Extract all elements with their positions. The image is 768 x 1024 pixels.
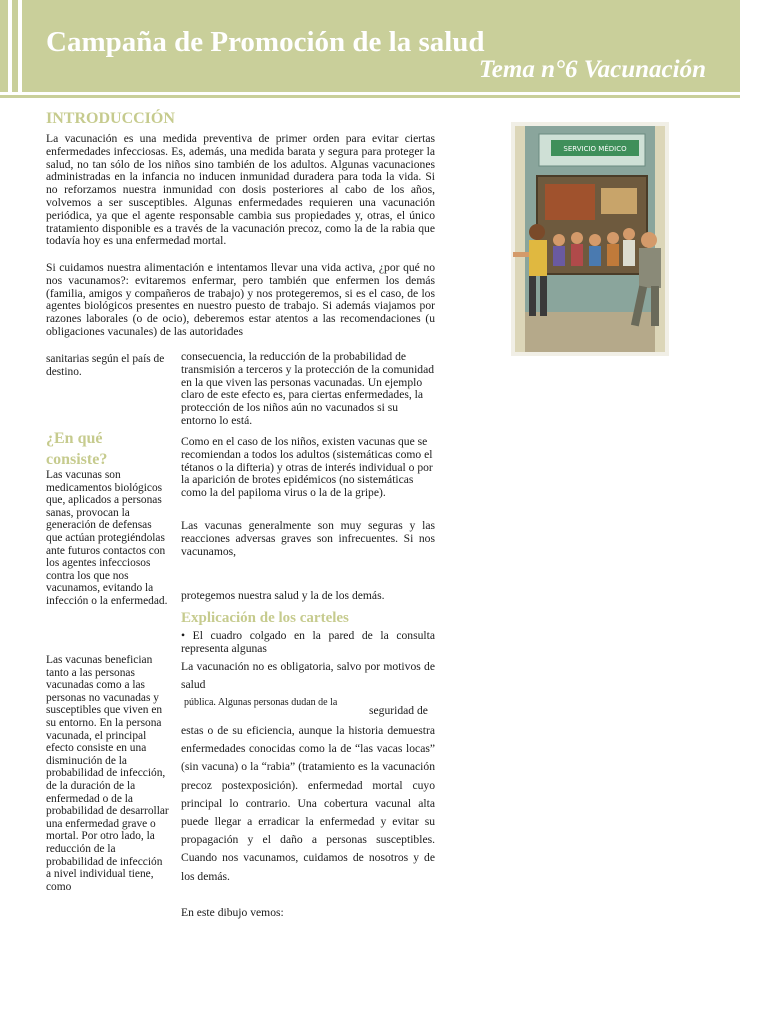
section-heading-consiste: ¿En qué consiste? <box>46 430 108 468</box>
clinic-illustration <box>511 122 669 356</box>
intro-heading: INTRODUCCIÓN <box>46 110 175 127</box>
banner-stripe <box>18 0 22 92</box>
left-column-paragraph: Las vacunas son medicamentos biológicos que, aplicados a personas sanas, provocan la generación de defensas que actúan protegiéndolas ante futuros contactos con los agentes infecciosos contra los que nos vacunamos, evitando la infección o la enfermedad. <box>46 469 168 607</box>
right-column-fragment: seguridad de <box>369 704 428 717</box>
intro-paragraph: La vacunación es una medida preventiva de primer orden para evitar ciertas enfermedades infecciosas. Es, además, una medida barata y segura para proteger la salud, no tan sólo de los niños sino también de los adultos. Algunas vacunaciones administradas en la infancia no inducen inmunidad duradera para toda la vida. Si no reforzamos nuestra inmunidad con dosis posteriores al cabo de los años, volvemos a ser susceptibles. Algunas enfermedades requieren una vacunación periódica, ya que el agente responsable cambia sus propiedades y, otras, el único tratamiento disponible es a través de la vacunación precoz, como la de la rabia que todavía hoy es una enfermedad mortal. <box>46 132 435 248</box>
intro-paragraph: Si cuidamos nuestra alimentación e intentamos llevar una vida activa, ¿por qué no nos vacunamos?: evitaremos enfermar, pero también que enfermen los demás (familia, amigos y compañeros de trabajo) y nos protegeremos, si es el caso, de los agentes biológicos presentes en nuestro puesto de trabajo. Si además viajamos por razones laborales (o de ocio), deberemos estar atentos a las recomendaciones (u obligaciones vacunales) de las autoridades <box>46 261 435 338</box>
right-column-paragraph: protegemos nuestra salud y la de los demás. <box>181 589 385 602</box>
left-column-paragraph: sanitarias según el país de destino. <box>46 353 165 378</box>
banner-stripe <box>8 0 12 92</box>
section-heading-carteles: Explicación de los carteles <box>181 610 349 626</box>
right-column-paragraph: Como en el caso de los niños, existen vacunas que se recomiendan a todos los adultos (sistemáticas como el tétanos o la difteria) y otras de interés individual o por la aparición de brotes epidémicos (no sistemáticas como la del papiloma virus o la de la gripe). <box>181 435 433 500</box>
right-column-paragraph: Las vacunas generalmente son muy seguras y las reacciones adversas graves son infrecuentes. Si nos vacunamos, <box>181 519 435 558</box>
page-subtitle: Tema n°6 Vacunación <box>478 56 706 83</box>
right-column-paragraph: En este dibujo vemos: <box>181 906 284 919</box>
right-column-fragment: pública. Algunas personas dudan de la <box>184 697 338 708</box>
right-column-paragraph: La vacunación no es obligatoria, salvo por motivos de salud <box>181 660 435 691</box>
header-banner <box>0 0 740 92</box>
right-column-paragraph: consecuencia, la reducción de la probabilidad de transmisión a terceros y la protección de la comunidad en la que viven las personas vacunadas. Un ejemplo claro de este efecto es, para ciertas enfermedades, la protección de los niños aún no vacunados si su entorno lo está. <box>181 350 435 427</box>
bullet-item: • El cuadro colgado en la pared de la consulta representa algunas <box>181 629 435 655</box>
sign-text: SERVICIO MÉDICO <box>563 145 627 153</box>
page-title: Campaña de Promoción de la salud <box>46 26 485 58</box>
header-divider <box>0 95 740 98</box>
right-column-paragraph: estas o de su eficiencia, aunque la historia demuestra enfermedades conocidas como la de “las vacas locas” (sin vacuna) o la “rabia” (tratamiento es la vacunación precoz postexposición). enfermedad mortal cuyo principal lo contrario. Una cobertura vacunal alta puede llegar a erradicar la enfermedad y evitar su propagación y el daño a personas susceptibles. Cuando nos vacunamos, cuidamos de nosotros y de los demás. <box>181 724 435 883</box>
left-column-paragraph: Las vacunas benefician tanto a las personas vacunadas como a las personas no vacunadas y susceptibles que viven en su entorno. En la persona vacunada, el principal efecto consiste en una disminución de la probabilidad de infección, de la duración de la enfermedad o de la probabilidad de desarrollar una enfermedad grave o mortal. Por otro lado, la reducción de la probabilidad de infección a nivel individual tiene, como <box>46 654 169 893</box>
